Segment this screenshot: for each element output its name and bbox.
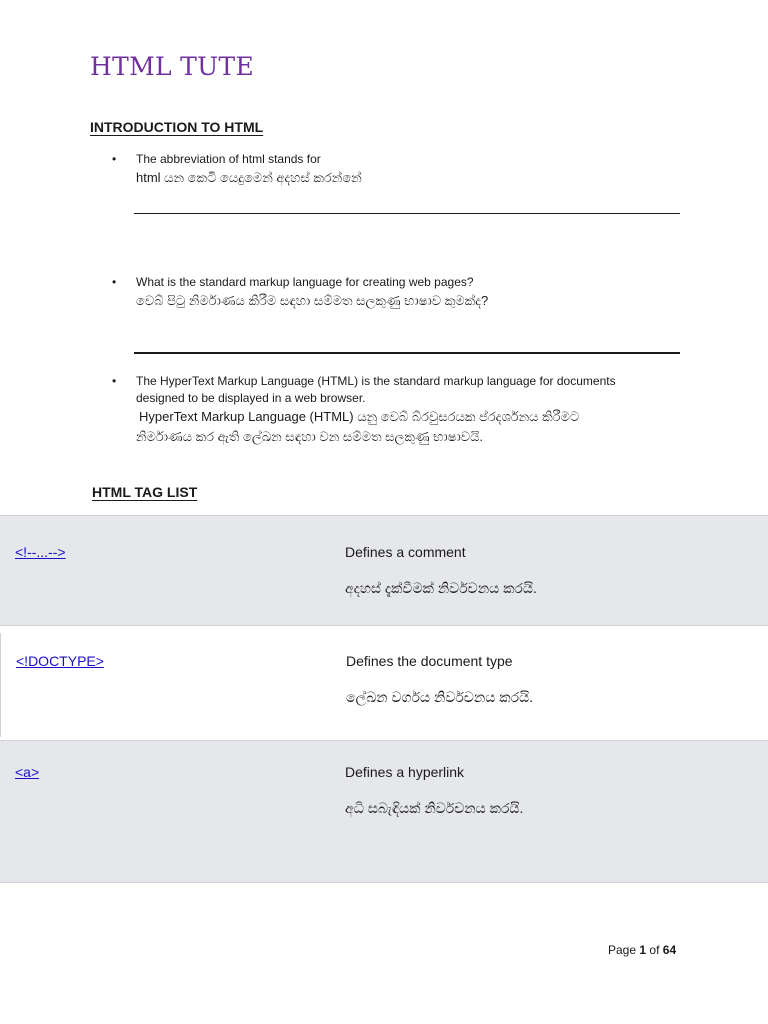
tag-row (0, 740, 768, 883)
tag-link-comment[interactable]: <!--...--> (15, 544, 66, 560)
document-title: HTML TUTE (90, 52, 254, 81)
answer-line[interactable] (134, 352, 680, 354)
tag-definition-en: Defines the document type (346, 653, 513, 669)
page-number (608, 943, 676, 957)
bullet-icon: • (112, 374, 117, 388)
page-prefix: Page (608, 943, 637, 957)
tag-definition-si: ලේඛන වර්ගය නිර්වචනය කරයි. (346, 689, 534, 705)
definition-text (136, 373, 656, 447)
definition-si-line: නිර්මාණය කර ඇති ලේඛන සඳහා වන සම්මත සලකුණු භාෂාවයි. (136, 429, 484, 444)
tag-definition-en: Defines a hyperlink (345, 764, 465, 780)
intro-heading: INTRODUCTION TO HTML (90, 119, 264, 135)
tag-link-doctype[interactable]: <!DOCTYPE> (16, 653, 104, 669)
question-text (136, 274, 656, 311)
bullet-icon: • (112, 275, 117, 289)
definition-en-line: The HyperText Markup Language (HTML) is the standard markup language for documents (136, 374, 616, 388)
question-en: What is the standard markup language for creating web pages? (136, 275, 474, 289)
page-separator: of (649, 943, 660, 957)
definition-si-line: HyperText Markup Language (HTML) යනු වෙබ් බ්රවුසරයක ප්රදර්ශනය කිරීමට (139, 409, 580, 424)
tag-row (0, 515, 768, 626)
question-si: html යන කෙටි යෙදුමෙන් අදහස් කරන්නේ (136, 170, 362, 185)
answer-line[interactable] (134, 213, 680, 214)
total-pages: 64 (662, 943, 677, 957)
current-page: 1 (639, 943, 647, 957)
question-si: වෙබ් පිටු නිර්මාණය කිරීම සඳහා සම්මත සලකුණු භාෂාව කුමක්ද? (136, 293, 489, 308)
tag-list-heading: HTML TAG LIST (92, 484, 198, 500)
tag-definition-en: Defines a comment (345, 544, 466, 560)
question-en: The abbreviation of html stands for (136, 152, 321, 166)
tag-link-anchor[interactable]: <a> (15, 764, 40, 780)
tag-definition-si: අධි සබැඳියක් නිර්වචනය කරයි. (345, 800, 524, 816)
tag-row (0, 633, 768, 737)
tag-definition-si: අදහස් දැක්වීමක් නිර්වචනය කරයි. (345, 580, 537, 596)
question-text (136, 151, 656, 188)
definition-en-line: designed to be displayed in a web browser. (136, 391, 366, 405)
bullet-icon: • (112, 152, 117, 166)
